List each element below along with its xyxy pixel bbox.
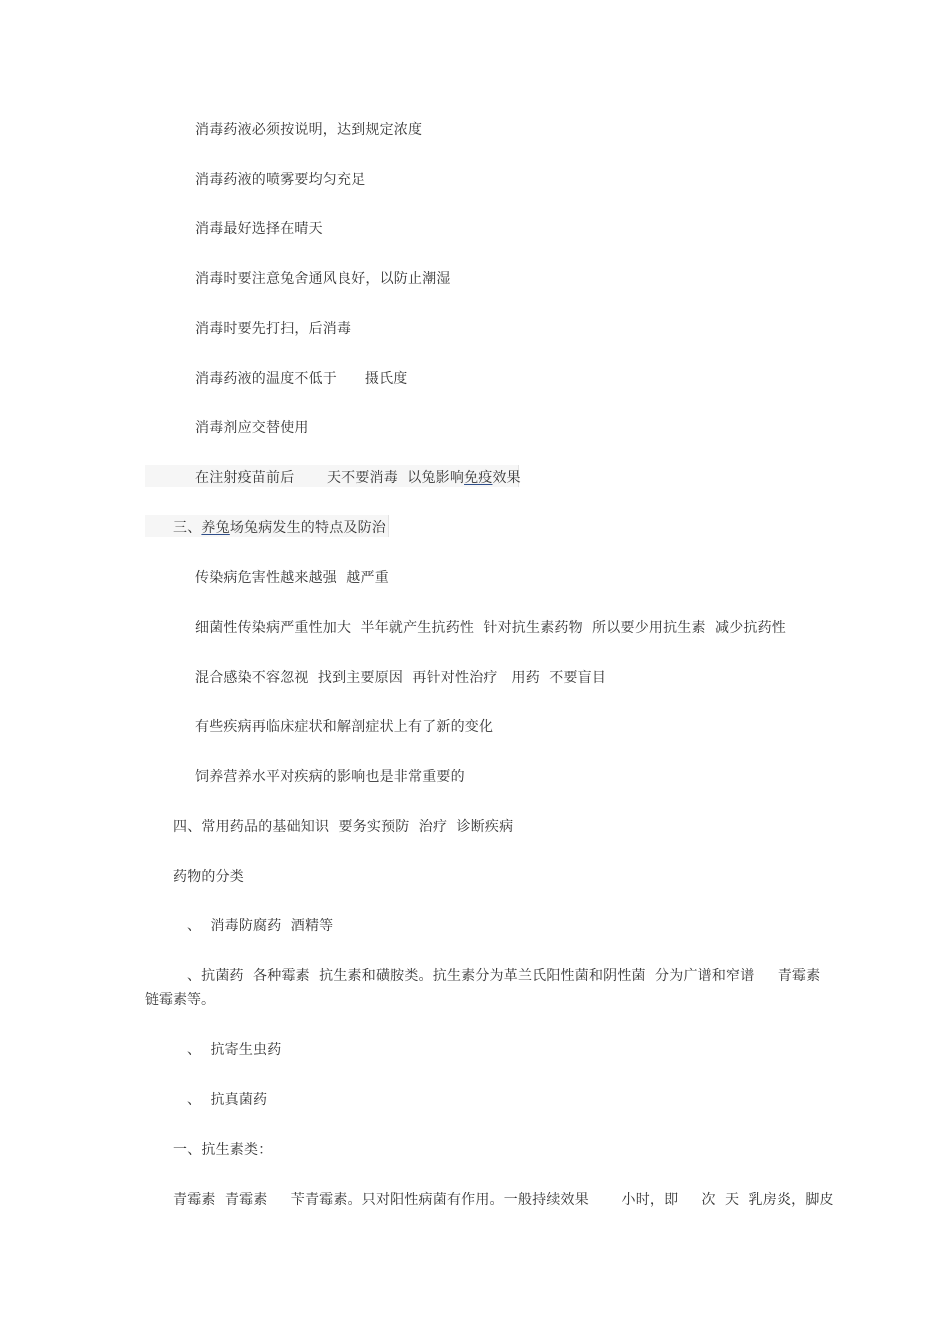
- text-line: 混合感染不容忽视 找到主要原因 再针对性治疗 用药 不要盲目: [195, 670, 607, 686]
- text-line: 消毒药液必须按说明，达到规定浓度: [195, 122, 423, 138]
- list-item: 、抗菌药 各种霉素 抗生素和磺胺类。抗生素分为革兰氏阳性菌和阴性菌 分为广谱和窄谱 青霉素: [173, 968, 821, 984]
- text-line: 消毒剂应交替使用: [195, 420, 309, 436]
- list-item: 、 消毒防腐药 酒精等: [173, 918, 334, 934]
- text-line: [195, 468, 521, 488]
- heading-text: 场兔病发生的特点及防治: [229, 520, 387, 536]
- text-line: 传染病危害性越来越强 越严重: [195, 570, 389, 586]
- underlined-term: 养兔: [201, 520, 230, 536]
- text-line: 细菌性传染病严重性加大 半年就产生抗药性 针对抗生素药物 所以要少用抗生素 减少抗药性: [195, 620, 786, 636]
- text-segment: 在注射疫苗前后 天不要消毒 以兔影响: [195, 470, 465, 486]
- section-heading: 四、常用药品的基础知识 要务实预防 治疗 诊断疾病: [173, 819, 514, 835]
- text-line: 消毒药液的温度不低于 摄氏度: [195, 371, 408, 387]
- list-item: 、 抗真菌药: [173, 1092, 268, 1108]
- text-line: 药物的分类: [173, 869, 244, 885]
- section-heading: [173, 518, 386, 538]
- heading-number: 三、: [173, 520, 202, 536]
- text-line: 消毒药液的喷雾要均匀充足: [195, 172, 366, 188]
- text-line: 消毒时要先打扫，后消毒: [195, 321, 352, 337]
- list-item: 、 抗寄生虫药: [173, 1042, 282, 1058]
- text-line: 有些疾病再临床症状和解剖症状上有了新的变化: [195, 719, 494, 735]
- text-line: 消毒时要注意兔舍通风良好，以防止潮湿: [195, 271, 451, 287]
- text-line: 青霉素 青霉素 苄青霉素。只对阳性病菌有作用。一般持续效果 小时，即 次 天 乳房炎，脚皮: [173, 1192, 834, 1208]
- underlined-term: 免疫: [464, 470, 493, 486]
- text-line: 消毒最好选择在晴天: [195, 221, 323, 237]
- text-segment: 效果: [492, 470, 521, 486]
- section-heading: 一、抗生素类：: [173, 1142, 273, 1158]
- list-item-continuation: 链霉素等。: [145, 992, 215, 1008]
- text-line: 饲养营养水平对疾病的影响也是非常重要的: [195, 769, 465, 785]
